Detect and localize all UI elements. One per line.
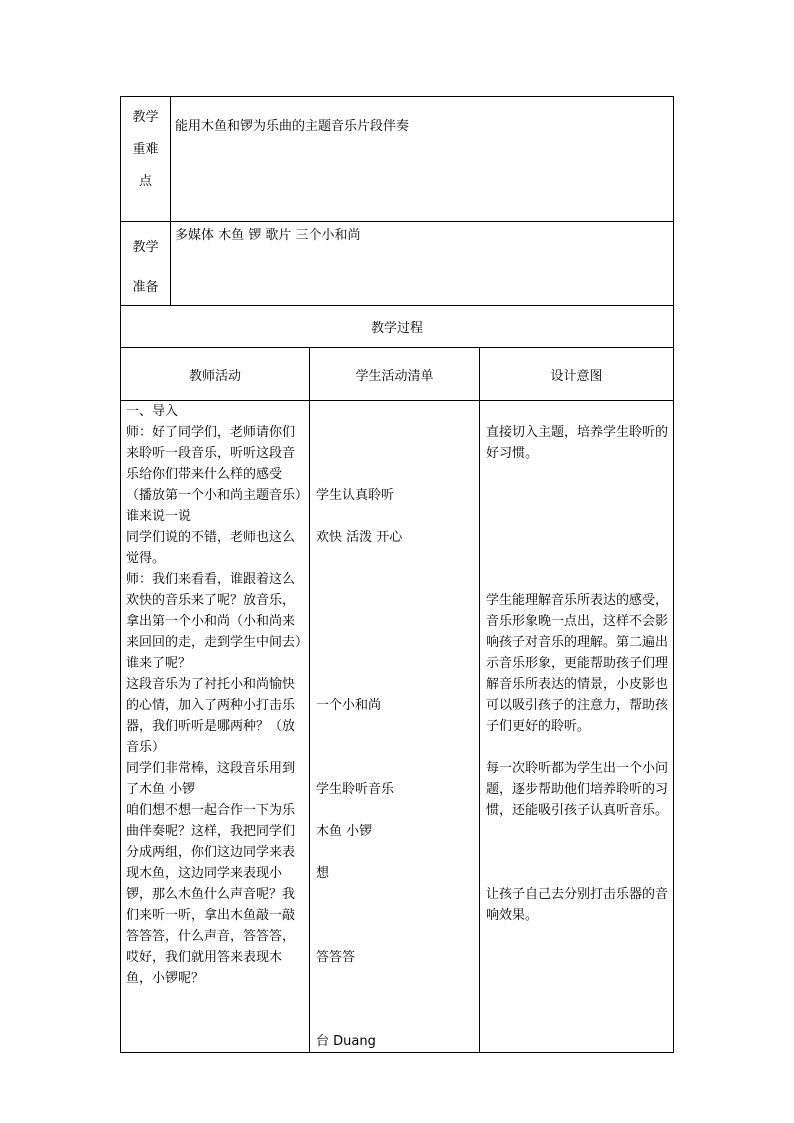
teacher-paragraph: 谁来说一说 bbox=[126, 509, 192, 524]
key-points-label-line: 点 bbox=[138, 174, 152, 189]
student-item: 学生认真聆听 bbox=[316, 488, 395, 503]
teacher-paragraph: 谁来了呢？ bbox=[126, 656, 192, 671]
process-content-row bbox=[121, 401, 674, 1053]
key-points-row bbox=[121, 97, 674, 222]
student-item: 木鱼 小锣 bbox=[316, 824, 373, 839]
student-item: 答答答 bbox=[316, 950, 356, 965]
student-item: 学生聆听音乐 bbox=[316, 782, 395, 797]
key-points-label-line: 教学 bbox=[132, 110, 159, 125]
intent-item: 直接切入主题，培养学生聆听的好习惯。 bbox=[486, 425, 669, 461]
student-item: 一个小和尚 bbox=[316, 698, 382, 713]
student-item: 想 bbox=[316, 866, 330, 881]
lesson-plan-table bbox=[120, 96, 674, 1053]
preparation-label-line: 教学 bbox=[132, 240, 159, 255]
teacher-paragraph: 一、导入 bbox=[126, 404, 179, 419]
key-points-label bbox=[121, 97, 171, 222]
teacher-activity-cell bbox=[121, 401, 310, 1053]
key-points-value: 能用木鱼和锣为乐曲的主题音乐片段伴奏 bbox=[171, 97, 674, 222]
student-activity-cell bbox=[310, 401, 480, 1053]
header-student: 学生活动清单 bbox=[310, 348, 480, 401]
preparation-label bbox=[121, 222, 171, 306]
intent-item: 每一次聆听都为学生出一个小问题，逐步帮助他们培养聆听的习惯，还能吸引孩子认真听音乐。 bbox=[486, 761, 669, 818]
process-title: 教学过程 bbox=[121, 306, 674, 348]
preparation-row bbox=[121, 222, 674, 306]
teacher-paragraph: 这段音乐为了衬托小和尚愉快的心情，加入了两种小打击乐器，我们听听是哪两种？（放音乐） bbox=[126, 677, 296, 755]
key-points-label-line: 重难 bbox=[132, 142, 159, 157]
preparation-label-line: 准备 bbox=[132, 280, 159, 295]
teacher-paragraph: 师：我们来看看，谁跟着这么欢快的音乐来了呢？放音乐，拿出第一个小和尚（小和尚来来回回的走，走到学生中间去） bbox=[126, 572, 309, 650]
teacher-paragraph: 咱们想不想一起合作一下为乐曲伴奏呢？这样，我把同学们分成两组，你们这边同学来表现木鱼，这边同学来表现小锣，那么木鱼什么声音呢？我们来听一听，拿出木鱼敲一敲答答答，什么声音，答答答，哎好，我们就用答来表现木鱼，小锣呢？ bbox=[126, 803, 296, 986]
header-intent: 设计意图 bbox=[480, 348, 674, 401]
header-teacher: 教师活动 bbox=[121, 348, 310, 401]
intent-item: 让孩子自己去分别打击乐器的音响效果。 bbox=[486, 887, 669, 923]
teacher-paragraph: 师：好了同学们，老师请你们来聆听一段音乐，听听这段音乐给你们带来什么样的感受（播放第一个小和尚主题音乐） bbox=[126, 425, 309, 503]
process-title-row bbox=[121, 306, 674, 348]
teacher-paragraph: 同学们非常棒，这段音乐用到了木鱼 小锣 bbox=[126, 761, 296, 797]
student-item: 欢快 活泼 开心 bbox=[316, 530, 403, 545]
preparation-value: 多媒体 木鱼 锣 歌片 三个小和尚 bbox=[171, 222, 674, 306]
intent-item: 学生能理解音乐所表达的感受，音乐形象晚一点出，这样不会影响孩子对音乐的理解。第二遍出示音乐形象，更能帮助孩子们理解音乐所表达的情景，小皮影也可以吸引孩子的注意力，帮助孩子们更好的聆听。 bbox=[486, 593, 669, 734]
header-row bbox=[121, 348, 674, 401]
design-intent-cell bbox=[480, 401, 674, 1053]
teacher-paragraph: 同学们说的不错，老师也这么觉得。 bbox=[126, 530, 296, 566]
student-item: 台 Duang bbox=[316, 1034, 376, 1049]
